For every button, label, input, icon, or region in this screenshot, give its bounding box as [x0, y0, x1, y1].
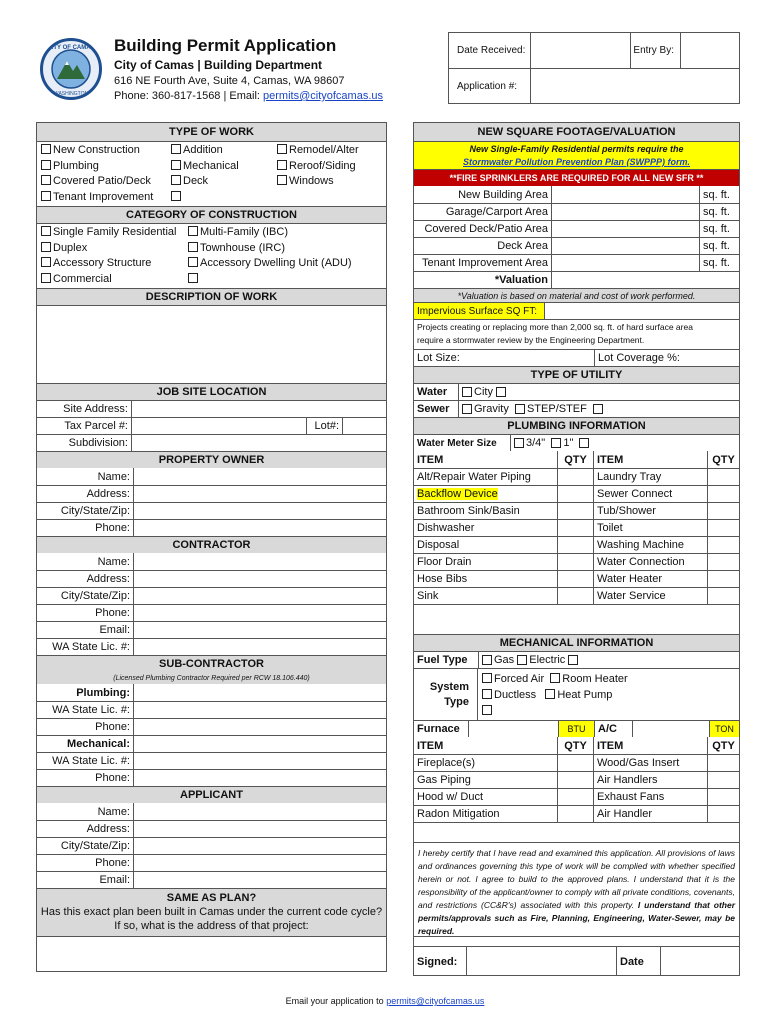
qty-field[interactable] — [707, 588, 739, 604]
contractor-header: CONTRACTOR — [37, 536, 386, 553]
field-label: WA State Lic. #: — [52, 755, 130, 767]
sewer-other-checkbox[interactable] — [593, 404, 603, 414]
item-table-row — [414, 519, 739, 536]
furnace-row: Furnace BTU A/C TON — [414, 720, 739, 737]
page-title: Building Permit Application — [114, 36, 337, 55]
checkbox-label: Accessory Structure — [53, 257, 152, 269]
checkbox-label: Duplex — [53, 241, 88, 254]
qty-field[interactable] — [557, 486, 593, 502]
applicant-address-row — [37, 820, 386, 837]
checkbox-label: Windows — [289, 175, 334, 187]
qty-field[interactable] — [707, 520, 739, 536]
hard-surface-note: Projects creating or replacing more than 2,000 sq. ft. of hard surface area require a stormwater review by the Engineering Department. — [414, 319, 739, 349]
owner-address-row — [37, 485, 386, 502]
sewer-gravity-checkbox[interactable] — [462, 404, 472, 414]
valuation-note: *Valuation is based on material and cost of work performed. — [414, 288, 739, 302]
room-heater-checkbox[interactable] — [550, 673, 560, 683]
sub-lic2-row — [37, 752, 386, 769]
field-label: WA State Lic. #: — [52, 641, 130, 653]
sqft-row — [414, 203, 739, 220]
sub-lic2-field[interactable] — [133, 753, 386, 769]
property-owner-header: PROPERTY OWNER — [37, 451, 386, 468]
qty-field[interactable] — [707, 469, 739, 485]
checkbox-option[interactable] — [171, 190, 277, 206]
item-label: Laundry Tray — [593, 469, 707, 485]
signature-row: Signed: Date — [414, 946, 739, 976]
sub-phone-row — [37, 718, 386, 735]
owner-city-field[interactable] — [133, 503, 386, 519]
address-line: 616 NE Fourth Ave, Suite 4, Camas, WA 98607 — [114, 75, 345, 87]
water-meter-row: Water Meter Size 3/4" 1" — [414, 434, 739, 451]
date-received-field[interactable] — [531, 33, 631, 68]
field-label: Plumbing: — [76, 686, 130, 699]
sub-lic-row — [37, 701, 386, 718]
item-label: Sink — [417, 590, 439, 602]
same-plan-block — [37, 888, 386, 936]
checkbox-option[interactable] — [277, 174, 386, 190]
sqft-unit: sq. ft. — [699, 186, 739, 203]
field-label: WA State Lic. #: — [52, 704, 130, 716]
checkbox-label: Addition — [183, 144, 223, 156]
checkbox[interactable] — [41, 257, 51, 267]
item-label: Water Service — [593, 588, 707, 604]
item-label: Water Connection — [593, 554, 707, 570]
item-label: Toilet — [593, 520, 707, 536]
contractor-address-field[interactable] — [133, 571, 386, 587]
date-received-label: Date Received: — [449, 33, 531, 68]
sub-contractor-note: (Licensed Plumbing Contractor Required per RCW 18.106.440) — [37, 672, 386, 684]
owner-name-row — [37, 468, 386, 485]
item-label: Dishwasher — [417, 522, 475, 534]
footer: Email your application to permits@cityofcamas.us — [285, 996, 485, 1006]
qty-field[interactable] — [707, 486, 739, 502]
sqft-rows — [414, 186, 739, 271]
item-label: Gas Piping — [417, 774, 471, 786]
field-label: Address: — [86, 488, 130, 500]
contractor-email-field[interactable] — [133, 622, 386, 638]
ac-field[interactable] — [632, 721, 709, 737]
qty-field[interactable] — [557, 520, 593, 536]
water-city-checkbox[interactable] — [462, 387, 472, 397]
system-type-block: System Type Forced Air Room Heater Ductless Heat Pump — [414, 668, 739, 720]
contractor-name-row — [37, 553, 386, 570]
item-table-header: ITEM QTY ITEM QTY — [414, 451, 739, 468]
sqft-label: Covered Deck/Patio Area — [424, 223, 548, 235]
qty-field[interactable] — [557, 537, 593, 553]
checkbox-option[interactable] — [188, 225, 386, 241]
checkbox-option[interactable] — [41, 143, 171, 159]
checkbox-label: Multi-Family (IBC) — [200, 226, 288, 238]
sub-phone2-field[interactable] — [133, 770, 386, 786]
type-of-work-grid — [37, 141, 386, 206]
sub-phone-field[interactable] — [133, 719, 386, 735]
sqft-unit: sq. ft. — [699, 238, 739, 254]
item-table-row — [414, 485, 739, 502]
checkbox-label: Plumbing — [53, 159, 99, 172]
sqft-label: New Building Area — [458, 188, 548, 201]
item-table-header: ITEM QTY ITEM QTY — [414, 737, 739, 754]
contractor-lic-field[interactable] — [133, 639, 386, 655]
swppp-note: New Single-Family Residential permits require the Stormwater Pollution Prevention Plan (SWPPP) form. — [414, 141, 739, 169]
checkbox-option[interactable] — [171, 174, 277, 190]
same-plan-question: Has this exact plan been built in Camas under the current code cycle? — [40, 906, 383, 918]
seal-bottom-text: WASHINGTON — [53, 91, 89, 97]
checkbox-option[interactable] — [41, 272, 188, 288]
applicant-phone-field[interactable] — [133, 855, 386, 871]
qty-field[interactable] — [557, 554, 593, 570]
item-label: Exhaust Fans — [593, 789, 707, 805]
field-label: Name: — [97, 470, 130, 483]
checkbox[interactable] — [277, 144, 287, 154]
checkbox[interactable] — [41, 144, 51, 154]
checkbox[interactable] — [41, 191, 51, 201]
qty-field[interactable] — [707, 772, 739, 788]
lot-field[interactable] — [342, 418, 386, 434]
checkbox[interactable] — [41, 175, 51, 185]
sub-plumbing-field[interactable] — [133, 684, 386, 701]
qty-field[interactable] — [557, 806, 593, 822]
checkbox[interactable] — [188, 226, 198, 236]
qty-field[interactable] — [707, 537, 739, 553]
same-plan-answer-field[interactable] — [37, 936, 386, 958]
qty-field[interactable] — [557, 588, 593, 604]
impervious-field[interactable] — [544, 303, 739, 319]
plumbing-spacer — [414, 604, 739, 634]
tax-parcel-row: Tax Parcel #: Lot#: — [37, 417, 386, 434]
checkbox-option[interactable] — [41, 159, 171, 175]
mechanical-spacer — [414, 822, 739, 842]
sqft-value-field[interactable] — [551, 221, 699, 237]
item-label: Alt/Repair Water Piping — [417, 471, 531, 483]
sqft-value-field[interactable] — [551, 204, 699, 220]
water-other-checkbox[interactable] — [496, 387, 506, 397]
item-table-row — [414, 771, 739, 788]
qty-field[interactable] — [557, 469, 593, 485]
sub-phone2-row — [37, 769, 386, 786]
sqft-unit: sq. ft. — [699, 204, 739, 220]
same-plan-address-question: If so, what is the address of that project: — [114, 920, 309, 932]
qty-field[interactable] — [557, 789, 593, 805]
item-table-row — [414, 536, 739, 553]
sub-mechanical-row — [37, 735, 386, 752]
checkbox-option[interactable] — [41, 174, 171, 190]
item-table-row — [414, 570, 739, 587]
checkbox-label: Tenant Improvement — [53, 190, 154, 203]
checkbox-label: Deck — [183, 175, 209, 187]
sewer-step-checkbox[interactable] — [515, 404, 525, 414]
checkbox-option[interactable] — [41, 256, 188, 272]
heat-pump-checkbox[interactable] — [545, 689, 555, 699]
item-table-row — [414, 553, 739, 570]
item-table-row — [414, 754, 739, 771]
meter-1-checkbox[interactable] — [551, 438, 561, 448]
type-of-work-header: TYPE OF WORK — [37, 123, 386, 141]
lot-coverage-field[interactable]: Lot Coverage %: — [594, 350, 739, 366]
owner-fields — [37, 468, 386, 536]
right-column — [413, 122, 740, 976]
mechanical-table — [414, 737, 739, 822]
certification-text: I hereby certify that I have read and examined this application. All provisions of laws and ordinances governing this type of work will be complied with whether specified herein or not. I agree to build to the approved plans. I understand that it is the responsibility of the applicant/owner to comply with all private conditions, covenants, and restrictions (CC&R's) associated with this property. I understand that other permits/approvals such as Fire, Planning, Engineering, Water-Sewer, may be required. — [414, 842, 739, 936]
fuel-gas-checkbox[interactable] — [482, 655, 492, 665]
sqft-label: Garage/Carport Area — [445, 206, 548, 218]
impervious-row: Impervious Surface SQ FT: — [414, 302, 739, 319]
mechanical-header: MECHANICAL INFORMATION — [414, 634, 739, 651]
qty-field[interactable] — [557, 772, 593, 788]
item-label: Washing Machine — [593, 537, 707, 553]
contractor-lic-row — [37, 638, 386, 655]
checkbox-label: Commercial — [53, 272, 112, 285]
job-site-header: JOB SITE LOCATION — [37, 383, 386, 400]
sub-plumbing-row — [37, 684, 386, 701]
applicant-name-field[interactable] — [133, 803, 386, 820]
owner-address-field[interactable] — [133, 486, 386, 502]
contractor-fields — [37, 553, 386, 655]
field-label: Mechanical: — [67, 738, 130, 750]
tax-parcel-field[interactable] — [131, 418, 306, 434]
checkbox[interactable] — [188, 242, 198, 252]
fire-sprinkler-banner: **FIRE SPRINKLERS ARE REQUIRED FOR ALL NEW SFR ** — [414, 169, 739, 186]
applicant-name-row — [37, 803, 386, 820]
subdivision-row: Subdivision: — [37, 434, 386, 451]
checkbox[interactable] — [41, 226, 51, 236]
item-label: Sewer Connect — [593, 486, 707, 502]
checkbox-label: New Construction — [53, 144, 140, 156]
application-number-label: Application #: — [449, 69, 531, 103]
checkbox-label: Remodel/Alter — [289, 144, 359, 156]
fuel-type-row: Fuel Type Gas Electric — [414, 651, 739, 668]
checkbox-option[interactable] — [277, 143, 386, 159]
item-label: Hood w/ Duct — [417, 791, 484, 803]
swppp-link[interactable]: Stormwater Pollution Prevention Plan (SWPPP) form. — [462, 157, 691, 167]
field-label: Phone: — [95, 857, 130, 869]
qty-field[interactable] — [707, 554, 739, 570]
sqft-header: NEW SQUARE FOOTAGE/VALUATION — [414, 123, 739, 141]
contractor-phone-field[interactable] — [133, 605, 386, 621]
contractor-email-row — [37, 621, 386, 638]
left-column — [36, 122, 387, 972]
meter-3-4-checkbox[interactable] — [514, 438, 524, 448]
contractor-name-field[interactable] — [133, 553, 386, 570]
entry-by-field[interactable] — [681, 33, 739, 68]
field-label: Email: — [99, 624, 130, 636]
lot-size-field[interactable]: Lot Size: — [417, 352, 460, 364]
office-use-box — [448, 32, 740, 104]
owner-phone-row — [37, 519, 386, 536]
applicant-city-field[interactable] — [133, 838, 386, 854]
applicant-address-field[interactable] — [133, 821, 386, 837]
utility-header: TYPE OF UTILITY — [414, 366, 739, 383]
checkbox-option[interactable] — [171, 143, 277, 159]
seal-top-text: CITY OF CAMAS — [47, 45, 95, 51]
contact-line: Phone: 360-817-1568 | Email: permits@cityofcamas.us — [114, 90, 383, 102]
item-label: Tub/Shower — [593, 503, 707, 519]
item-table-row — [414, 788, 739, 805]
field-label: City/State/Zip: — [60, 840, 130, 852]
category-header: CATEGORY OF CONSTRUCTION — [37, 206, 386, 223]
entry-by-label: Entry By: — [631, 33, 681, 68]
fuel-other-checkbox[interactable] — [568, 655, 578, 665]
sub-contractor-fields — [37, 684, 386, 786]
item-label: Water Heater — [593, 571, 707, 587]
qty-field[interactable] — [557, 571, 593, 587]
owner-name-field[interactable] — [133, 468, 386, 485]
qty-field[interactable] — [707, 571, 739, 587]
field-label: City/State/Zip: — [60, 590, 130, 602]
email-link[interactable]: permits@cityofcamas.us — [263, 90, 383, 102]
sub-lic-field[interactable] — [133, 702, 386, 718]
item-table-row — [414, 587, 739, 604]
lot-size-row — [414, 349, 739, 366]
owner-phone-field[interactable] — [133, 520, 386, 536]
plumbing-table — [414, 451, 739, 604]
checkbox[interactable] — [277, 160, 287, 170]
field-label: Phone: — [95, 721, 130, 733]
checkbox-option[interactable] — [171, 159, 277, 175]
cert-spacer — [414, 936, 739, 946]
contractor-address-row — [37, 570, 386, 587]
item-label: Backflow Device — [417, 488, 498, 500]
valuation-field[interactable] — [551, 272, 739, 288]
same-plan-title: SAME AS PLAN? — [166, 892, 257, 904]
applicant-city-row — [37, 837, 386, 854]
item-label: Disposal — [417, 539, 460, 551]
applicant-header: APPLICANT — [37, 786, 386, 803]
forced-air-checkbox[interactable] — [482, 673, 492, 683]
sqft-row — [414, 220, 739, 237]
checkbox-label: Accessory Dwelling Unit (ADU) — [200, 257, 352, 269]
ductless-checkbox[interactable] — [482, 689, 492, 699]
field-label: Phone: — [95, 607, 130, 619]
checkbox[interactable] — [41, 242, 51, 252]
field-label: City/State/Zip: — [60, 505, 130, 517]
sub-contractor-header: SUB-CONTRACTOR — [37, 655, 386, 672]
city-seal — [40, 38, 102, 100]
item-table-row — [414, 805, 739, 822]
owner-city-row — [37, 502, 386, 519]
fuel-electric-checkbox[interactable] — [517, 655, 527, 665]
item-label: Fireplace(s) — [417, 757, 476, 769]
department-subtitle: City of Camas | Building Department — [114, 58, 323, 72]
sqft-row — [414, 186, 739, 203]
sqft-unit: sq. ft. — [699, 221, 739, 237]
item-label: Air Handler — [593, 806, 707, 822]
site-address-row: Site Address: — [37, 400, 386, 417]
qty-field[interactable] — [707, 806, 739, 822]
item-table-row — [414, 502, 739, 519]
sqft-value-field[interactable] — [551, 238, 699, 254]
contractor-city-row — [37, 587, 386, 604]
site-address-field[interactable] — [131, 401, 386, 417]
qty-field[interactable] — [557, 755, 593, 771]
furnace-field[interactable] — [468, 721, 558, 737]
item-label: Wood/Gas Insert — [593, 755, 707, 771]
qty-field[interactable] — [557, 503, 593, 519]
item-label: Air Handlers — [593, 772, 707, 788]
system-other-checkbox[interactable] — [482, 705, 492, 715]
checkbox[interactable] — [41, 273, 51, 283]
field-label: Name: — [97, 805, 130, 818]
field-label: Phone: — [95, 522, 130, 534]
checkbox-option[interactable] — [277, 159, 386, 175]
field-label: Name: — [97, 555, 130, 568]
checkbox[interactable] — [171, 175, 181, 185]
checkbox-option[interactable] — [188, 256, 386, 272]
checkbox-label: Mechanical — [183, 159, 239, 172]
field-label: Phone: — [95, 772, 130, 784]
sqft-row — [414, 237, 739, 254]
sewer-row: Sewer Gravity STEP/STEF — [414, 400, 739, 417]
applicant-email-row — [37, 871, 386, 888]
footer-email-link[interactable]: permits@cityofcamas.us — [386, 996, 485, 1006]
field-label: Address: — [86, 573, 130, 585]
meter-other-checkbox[interactable] — [579, 438, 589, 448]
item-label: Hose Bibs — [417, 573, 468, 585]
checkbox-option[interactable] — [188, 272, 386, 288]
checkbox[interactable] — [171, 144, 181, 154]
qty-field[interactable] — [707, 755, 739, 771]
description-header: DESCRIPTION OF WORK — [37, 288, 386, 305]
field-label: Address: — [86, 823, 130, 835]
item-label: Floor Drain — [417, 556, 472, 568]
checkbox[interactable] — [277, 175, 287, 185]
checkbox-label: Single Family Residential — [53, 226, 177, 238]
subdivision-field[interactable] — [131, 435, 386, 451]
signature-field[interactable] — [466, 947, 616, 976]
checkbox[interactable] — [188, 273, 198, 283]
item-table-row — [414, 468, 739, 485]
checkbox-label: Covered Patio/Deck — [53, 175, 151, 187]
field-label: Email: — [99, 874, 130, 886]
checkbox-option[interactable] — [41, 190, 171, 206]
sqft-value-field[interactable] — [551, 255, 699, 271]
sub-mechanical-field[interactable] — [133, 736, 386, 752]
sqft-label: Deck Area — [497, 240, 548, 252]
checkbox[interactable] — [41, 160, 51, 170]
applicant-fields — [37, 803, 386, 888]
qty-field[interactable] — [707, 789, 739, 805]
applicant-phone-row — [37, 854, 386, 871]
checkbox[interactable] — [171, 191, 181, 201]
contractor-phone-row — [37, 604, 386, 621]
applicant-email-field[interactable] — [133, 872, 386, 888]
checkbox[interactable] — [188, 257, 198, 267]
qty-field[interactable] — [707, 503, 739, 519]
water-row: Water City — [414, 383, 739, 400]
sqft-label: Tenant Improvement Area — [422, 257, 548, 269]
checkbox-option[interactable] — [41, 241, 188, 257]
sqft-row — [414, 254, 739, 271]
checkbox[interactable] — [171, 160, 181, 170]
category-grid — [37, 223, 386, 288]
description-field[interactable] — [37, 305, 386, 383]
checkbox-label: Reroof/Siding — [289, 159, 356, 172]
date-field[interactable] — [660, 947, 739, 976]
application-number-field[interactable] — [531, 69, 739, 103]
checkbox-option[interactable] — [188, 241, 386, 257]
checkbox-label: Townhouse (IRC) — [200, 241, 285, 254]
sqft-value-field[interactable] — [551, 186, 699, 203]
checkbox-option[interactable] — [41, 225, 188, 241]
contractor-city-field[interactable] — [133, 588, 386, 604]
item-label: Bathroom Sink/Basin — [417, 505, 520, 517]
sqft-unit: sq. ft. — [699, 255, 739, 271]
plumbing-header: PLUMBING INFORMATION — [414, 417, 739, 434]
item-label: Radon Mitigation — [417, 808, 500, 820]
valuation-row: *Valuation — [414, 271, 739, 288]
